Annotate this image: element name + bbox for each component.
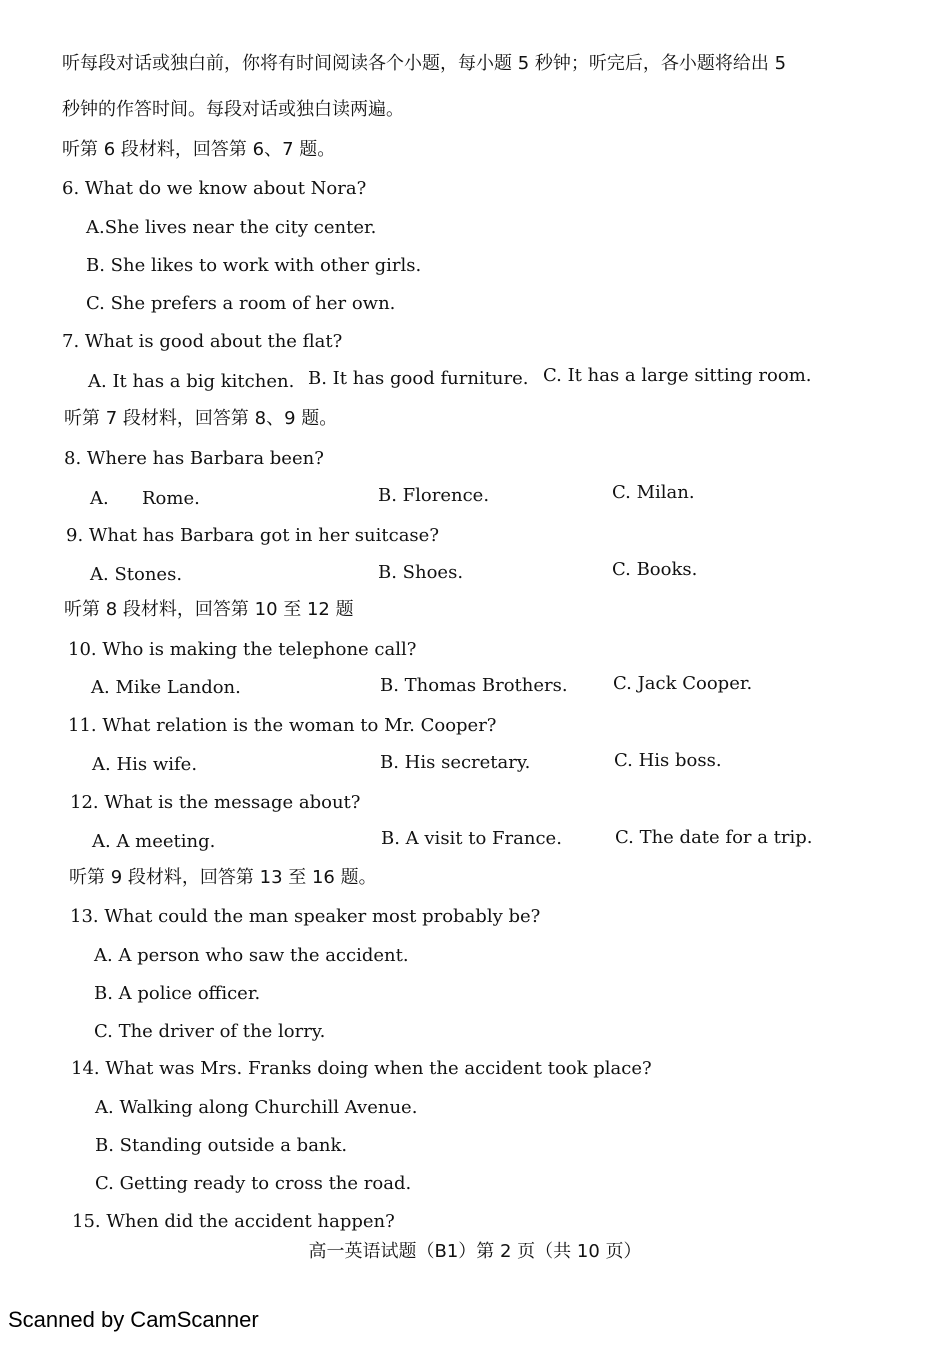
- question-10-option-a: A. Mike Landon.: [91, 677, 241, 698]
- question-8-option-a-text: Rome.: [142, 488, 200, 509]
- instructions-line-2: 秒钟的作答时间。每段对话或独白读两遍。: [62, 99, 404, 120]
- question-9-option-b: B. Shoes.: [378, 562, 464, 583]
- question-13-option-a: A. A person who saw the accident.: [94, 945, 409, 966]
- question-14-stem: 14. What was Mrs. Franks doing when the accident took place?: [71, 1058, 652, 1079]
- question-7-option-b: B. It has good furniture.: [308, 368, 529, 389]
- question-12-option-b: B. A visit to France.: [381, 828, 562, 849]
- question-13-stem: 13. What could the man speaker most probably be?: [70, 906, 541, 927]
- section-6-heading: 听第 6 段材料，回答第 6、7 题。: [62, 139, 336, 160]
- question-10-option-b: B. Thomas Brothers.: [380, 675, 568, 696]
- question-11-stem: 11. What relation is the woman to Mr. Cooper?: [68, 715, 497, 736]
- question-7-option-a: A. It has a big kitchen.: [88, 371, 295, 392]
- question-9-option-c: C. Books.: [612, 559, 698, 580]
- question-8-option-a-letter: A.: [90, 488, 109, 509]
- question-15-stem: 15. When did the accident happen?: [72, 1211, 395, 1232]
- question-6-option-b: B. She likes to work with other girls.: [86, 255, 422, 276]
- question-8-stem: 8. Where has Barbara been?: [64, 448, 324, 469]
- question-12-option-c: C. The date for a trip.: [615, 827, 813, 848]
- question-14-option-a: A. Walking along Churchill Avenue.: [95, 1097, 418, 1118]
- question-12-stem: 12. What is the message about?: [70, 792, 361, 813]
- question-8-option-c: C. Milan.: [612, 482, 695, 503]
- question-13-option-b: B. A police officer.: [94, 983, 261, 1004]
- question-10-option-c: C. Jack Cooper.: [613, 673, 753, 694]
- section-8-heading: 听第 8 段材料，回答第 10 至 12 题: [64, 599, 354, 620]
- question-7-option-c: C. It has a large sitting room.: [543, 365, 812, 386]
- question-9-stem: 9. What has Barbara got in her suitcase?: [66, 525, 439, 546]
- question-8-option-b: B. Florence.: [378, 485, 490, 506]
- question-12-option-a: A. A meeting.: [92, 831, 216, 852]
- page-footer: 高一英语试题（B1）第 2 页（共 10 页）: [308, 1241, 642, 1262]
- question-11-option-a: A. His wife.: [92, 754, 198, 775]
- question-6-option-a: A.She lives near the city center.: [86, 217, 377, 238]
- question-9-option-a: A. Stones.: [90, 564, 183, 585]
- instructions-line-1: 听每段对话或独白前，你将有时间阅读各个小题，每小题 5 秒钟；听完后，各小题将给出 5: [62, 53, 787, 74]
- section-9-heading: 听第 9 段材料，回答第 13 至 16 题。: [69, 867, 377, 888]
- question-14-option-b: B. Standing outside a bank.: [95, 1135, 348, 1156]
- question-6-stem: 6. What do we know about Nora?: [62, 178, 367, 199]
- question-11-option-b: B. His secretary.: [380, 752, 531, 773]
- question-11-option-c: C. His boss.: [614, 750, 722, 771]
- section-7-heading: 听第 7 段材料，回答第 8、9 题。: [64, 408, 338, 429]
- question-7-stem: 7. What is good about the flat?: [62, 331, 343, 352]
- question-10-stem: 10. Who is making the telephone call?: [68, 639, 417, 660]
- question-13-option-c: C. The driver of the lorry.: [94, 1021, 326, 1042]
- question-14-option-c: C. Getting ready to cross the road.: [95, 1173, 412, 1194]
- scanner-watermark: Scanned by CamScanner: [8, 1307, 259, 1332]
- question-6-option-c: C. She prefers a room of her own.: [86, 293, 396, 314]
